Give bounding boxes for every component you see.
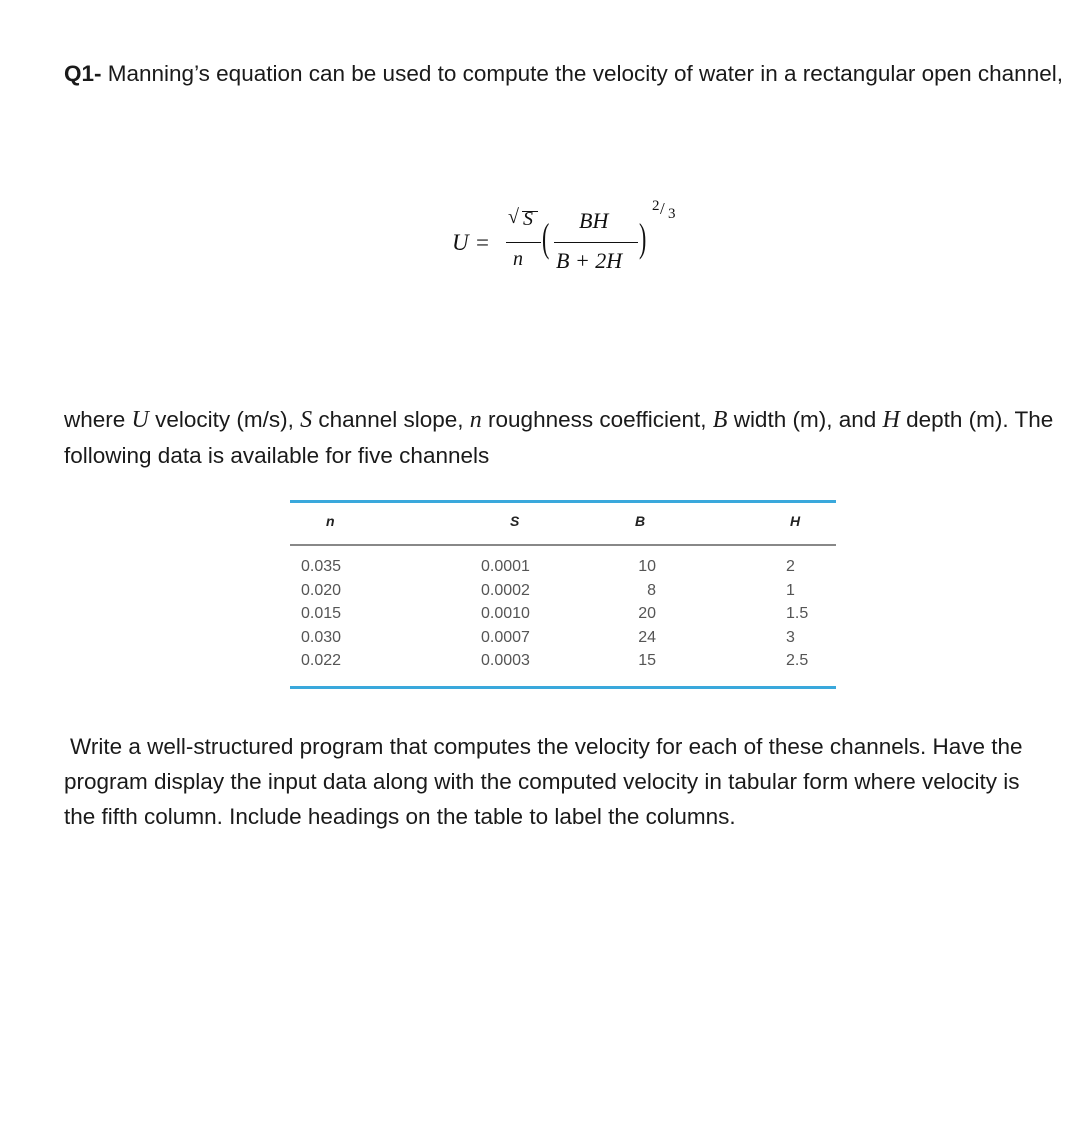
def-var-h: H — [882, 407, 900, 433]
definitions-paragraph — [64, 402, 1064, 473]
def-var-n: n — [469, 407, 482, 433]
column-n — [301, 555, 341, 673]
eq-inner-numerator: BH — [579, 208, 609, 233]
question-label: Q1- — [64, 61, 102, 86]
def-text-4: roughness coefficient, — [481, 407, 713, 432]
cell-b: 10 — [638, 558, 656, 575]
table-top-rule — [290, 500, 836, 503]
cell-b: 20 — [638, 605, 656, 622]
cell-h: 1 — [786, 581, 795, 599]
cell-b: 15 — [638, 652, 656, 669]
table-bottom-rule — [290, 686, 836, 689]
eq-exponent-slash: / — [660, 199, 665, 218]
table-header-rule — [290, 544, 836, 546]
def-text-6: depth (m). The following data is available for five channels — [64, 407, 1054, 468]
eq-outer-fraction-bar — [506, 242, 541, 243]
task-paragraph: Write a well-structured program that computes the velocity for each of these channels. Have the program display the input data along with the computed velocity in tabular form where velocity is the fifth column. Include headings on the table to label the columns. — [64, 734, 1023, 829]
question-intro — [64, 56, 1064, 91]
cell-n: 0.030 — [301, 628, 342, 646]
cell-h: 3 — [786, 628, 795, 646]
cell-s: 0.0007 — [481, 628, 530, 646]
manning-equation — [452, 196, 712, 286]
eq-exponent-num: 2 — [652, 198, 660, 214]
def-var-s: S — [300, 407, 313, 433]
header-n: n — [326, 513, 335, 529]
eq-sqrt-symbol: √ — [508, 206, 519, 228]
eq-numerator: S — [523, 208, 533, 230]
cell-s: 0.0010 — [481, 605, 530, 622]
cell-n: 0.035 — [301, 558, 342, 575]
def-var-b: B — [712, 407, 728, 433]
cell-n: 0.022 — [301, 652, 342, 669]
cell-h: 2 — [786, 558, 795, 575]
def-text-3: channel slope, — [312, 407, 470, 432]
cell-b: 24 — [638, 628, 656, 646]
cell-h: 2.5 — [786, 652, 809, 669]
cell-s: 0.0002 — [481, 581, 530, 599]
eq-equals: = — [476, 230, 489, 255]
cell-n: 0.020 — [301, 581, 342, 599]
cell-n: 0.015 — [301, 605, 342, 622]
def-text-5: width (m), and — [727, 407, 883, 432]
eq-exponent-den: 3 — [668, 206, 676, 222]
def-text-2: velocity (m/s), — [148, 407, 301, 432]
eq-denominator: n — [513, 248, 523, 270]
column-s — [481, 555, 530, 673]
cell-s: 0.0001 — [481, 558, 530, 575]
header-s: S — [510, 513, 520, 529]
cell-h: 1.5 — [786, 605, 809, 622]
def-text-1: where — [64, 407, 132, 432]
def-var-u: U — [131, 407, 149, 433]
eq-left-paren: ( — [542, 215, 550, 260]
header-b: B — [635, 513, 646, 529]
eq-right-paren: ) — [639, 215, 647, 260]
cell-s: 0.0003 — [481, 652, 530, 669]
question-intro-text: Manning’s equation can be used to compute the velocity of water in a rectangular open channel, — [101, 61, 1063, 86]
cell-b: 8 — [647, 581, 656, 599]
column-h — [786, 555, 808, 673]
eq-inner-denominator: B + 2H — [556, 248, 623, 273]
header-h: H — [790, 513, 801, 529]
eq-lhs: U — [452, 230, 469, 255]
eq-inner-fraction-bar — [554, 242, 638, 243]
column-b — [620, 555, 656, 673]
